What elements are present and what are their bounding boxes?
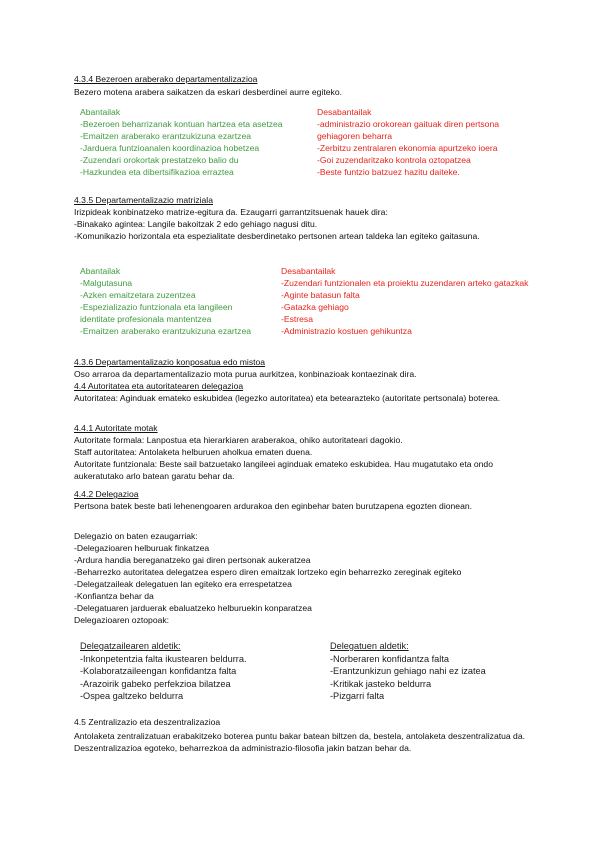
text-4-4: Autoritatea: Aginduak emateko eskubidea (legezko autoritatea) eta betearazteko (autoritate pertsonala) boterea.	[74, 393, 501, 403]
list-item: -Beharrezko autoritatea delegatzea espero diren emaitzak lortzeko egin beharrezko zereginak egiteko	[74, 567, 462, 577]
line-4-4-1: Autoritate funtzionala: Beste sail batzuetako langileei aginduak emateko eskubidea. Hau mugatutako eta ondo aukeratutako arlo batean garatu behar da.	[74, 459, 493, 481]
list-item: -Emaitzen araberako erantzukizuna ezartzea	[80, 131, 252, 142]
line-4-4-1: Autoritate formala: Lanpostua eta hierarkiaren araberakoa, ohiko autoritateari dagokio.	[74, 435, 403, 445]
list-item: -Bezeroen beharrizanak kontuan hartzea eta asetzea	[80, 119, 283, 130]
features-title: Delegazio on baten ezaugarriak:	[74, 531, 198, 541]
delegate-title: Delegatuen aldetik:	[330, 641, 409, 651]
list-item: identitate profesionala mantentzea	[80, 314, 212, 325]
list-item: -Pizgarri falta	[330, 691, 385, 702]
delegator-obstacles	[80, 640, 247, 703]
obstacles-title: Delegazioaren oztopoak:	[74, 615, 170, 625]
heading-4-4: 4.4 Autoritatea eta autoritatearen delegazioa	[74, 381, 244, 391]
disadvantages-title: Desabantailak	[281, 266, 336, 276]
list-item: -Kolaboratzaileengan konfidantza falta	[80, 666, 237, 677]
intro-4-3-5: Irizpideak konbinatzeko matrize-egitura da. Ezaugarri garrantzitsuenak hauek dira:	[74, 207, 388, 217]
advantages-4-3-5	[80, 265, 251, 338]
list-item: -Inkonpetentzia falta ikustearen beldurra.	[80, 653, 247, 664]
list-item: -Beste funtzio batzuez hazitu daiteke.	[317, 167, 460, 178]
list-item: -Aginte batasun falta	[281, 290, 360, 301]
list-item: -Azken emaitzetara zuzentzea	[80, 290, 196, 301]
list-item: -Komunikazio horizontala eta espezialitate desberdinetako pertsonen artean taldeka lan egiteko gaitasuna.	[74, 231, 480, 241]
list-item: -Hazkundea eta dibertsifikazioa erraztea	[80, 167, 234, 178]
list-item: -Zuzendari orokortak prestatzeko balio du	[80, 155, 239, 166]
list-item: -Kritikak jasteko beldurra	[330, 678, 432, 689]
list-item: -Espezializazio funtzionala eta langileen	[80, 302, 233, 313]
list-item: -Zerbitzu zentralaren ekonomia apurtzeko ioera	[317, 143, 498, 154]
list-item: -Jarduera funtzioanalen koordinazioa hobetzea	[80, 143, 260, 154]
list-item: -Delegatuaren jarduerak ebaluatzeko helburuekin konparatzea	[74, 603, 312, 613]
intro-4-3-4: Bezero motena arabera saikatzen da eskari desberdinei aurre egiteko.	[74, 87, 342, 97]
heading-4-3-4: 4.3.4 Bezeroen araberako departamentalizazioa	[74, 74, 258, 84]
heading-4-3-6: 4.3.6 Departamentalizazio konposatua edo mistoa	[74, 357, 266, 367]
list-item: -Zuzendari funtzionalen eta proiektu zuzendaren arteko gatazkak	[281, 278, 529, 289]
heading-4-4-2: 4.4.2 Delegazioa	[74, 489, 139, 499]
heading-4-4-1: 4.4.1 Autoritate motak	[74, 423, 158, 433]
list-item: -Administrazio kostuen gehikuntza	[281, 326, 412, 337]
text-4-5: Antolaketa zentralizatuan erabakitzeko boterea puntu bakar batean biltzen da, bestela, antolaketa deszentralizatua da. Deszentralizazioa egoteko, beharrezkoa da administrazio-filosofia jakin batzan behar da.	[74, 731, 525, 753]
list-item: -Norberaren konfidantza falta	[330, 653, 449, 664]
list-item: -Goi zuzendaritzako kontrola oztopatzea	[317, 155, 471, 166]
list-item: gehiagoren beharra	[317, 131, 393, 142]
line-4-4-1: Staff autoritatea: Antolaketa helburuen aholkua ematen duena.	[74, 447, 313, 457]
list-item: -administrazio orokorean gaituak diren pertsona	[317, 119, 500, 130]
heading-4-5: 4.5 Zentralizazio eta deszentralizazioa	[74, 717, 221, 727]
list-item: -Erantzunkizun gehiago nahi ez izatea	[330, 666, 486, 677]
disadvantages-4-3-4	[317, 106, 499, 179]
delegate-obstacles	[330, 640, 486, 703]
list-item: -Ospea galtzeko beldurra	[80, 691, 184, 702]
list-item: -Delegazioaren helburuak finkatzea	[74, 543, 210, 553]
advantages-title: Abantailak	[80, 266, 121, 276]
list-item: -Gatazka gehiago	[281, 302, 349, 313]
list-item: -Estresa	[281, 314, 313, 325]
list-item: -Konfiantza behar da	[74, 591, 154, 601]
disadvantages-title: Desabantailak	[317, 107, 372, 117]
list-item: -Ardura handia bereganatzeko gai diren pertsonak aukeratzea	[74, 555, 311, 565]
intro-4-4-2: Pertsona batek beste bati lehenengoaren ardurakoa den eginbehar baten burutzapena egozten dionean.	[74, 501, 473, 511]
list-item: -Binakako agintea: Langile bakoitzak 2 edo gehiago nagusi ditu.	[74, 219, 318, 229]
disadvantages-4-3-5	[281, 265, 528, 338]
advantages-title: Abantailak	[80, 107, 121, 117]
text-4-3-6: Oso arraroa da departamentalizazio mota purua aurkitzea, konbinazioak kontaezinak dira.	[74, 369, 417, 379]
list-item: -Malgutasuna	[80, 278, 133, 289]
delegator-title: Delegatzailearen aldetik:	[80, 641, 181, 651]
list-item: -Emaitzen araberako erantzukizuna ezartzea	[80, 326, 252, 337]
heading-4-3-5: 4.3.5 Departamentalizazio matriziala	[74, 195, 213, 205]
advantages-4-3-4	[80, 106, 283, 179]
list-item: -Arazoirik gabeko perfekzioa bilatzea	[80, 678, 231, 689]
list-item: -Delegatzaileak delegatuen lan egiteko era errespetatzea	[74, 579, 292, 589]
